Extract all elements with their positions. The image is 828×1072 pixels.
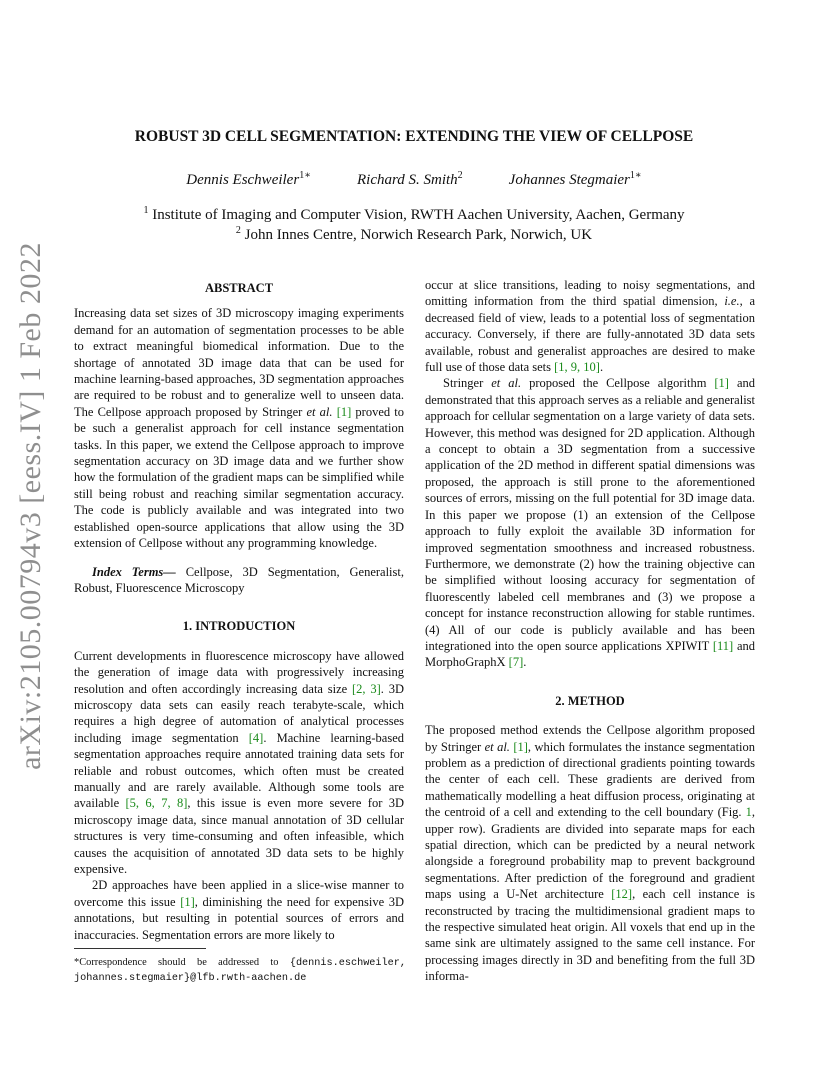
text-fragment: . <box>599 360 604 375</box>
author: Johannes Stegmaier$^{1∗}$ <box>508 170 642 188</box>
affiliation: $^1$ Institute of Imaging and Computer Vision, RWTH Aachen University, Aachen, Germany <box>143 205 685 223</box>
abstract-paragraph: Increasing data set sizes of 3D microscopy imaging experiments demand for an automation of segmentation processes to be able to extract meaningful biomedical information. Due to the shortage of annotated 3D image data that can be used for machine learning-based approaches, 3D segmentation approaches are required to be robust and to generalize well to unseen data. The Cellpose approach proposed by Stringer et al. [1] proved to be such a generalist approach for cell instance segmentation tasks. In this paper, we extend the Cellpose approach to improve segmentation accuracy on 3D image data and we further show how the formulation of the gradient maps can be simplified while still being robust and reaching similar segmentation accuracy. The code is publicly available and was integrated into two established open-source applications that allow using the 3D extension of Cellpose without any programming knowledge. <box>74 306 405 551</box>
text-fragment: i.e. <box>724 294 740 309</box>
footnote-rule <box>74 948 206 949</box>
figure-link[interactable]: 1 <box>745 805 752 820</box>
index-terms: Index Terms— Cellpose, 3D Segmentation, Generalist, Robust, Fluorescence Microscopy <box>74 564 404 595</box>
intro-paragraph: Stringer et al. proposed the Cellpose algorithm [1] and demonstrated that this approach serves as a reliable and generalist approach for cellular segmentation on a large variety of data sets. However, this method was designed for 2D application. Although a concept to obtain a 3D segmentation from a successive application of the 2D method in different spatial dimensions was proposed, the approach is still prone to the aforementioned sources of errors, missing on the full potential for 3D image data. In this paper we propose (1) an extension of the Cellpose approach to fully exploit the available 3D information for improved segmentation smoothness and increased robustness. Furthermore, we demonstrate (2) how the training objective can be simplified without loosing accuracy for segmentation of fluorescently labeled cell membranes and (3) we propose a concept for instance reconstruction allowing for stable runtimes. (4) All of our code is publicly available and has been integrationed into the open source applications XPIWIT [11] and MorphoGraphX [7]. <box>425 376 756 670</box>
citation-link[interactable]: [1] <box>714 376 729 391</box>
author-list <box>0 170 828 189</box>
citation-link[interactable]: [4] <box>248 730 264 745</box>
citation-link[interactable]: [11] <box>712 638 734 653</box>
email-address: {dennis.eschweiler, johannes.stegmaier}@lfb.rwth-aachen.de <box>74 958 406 984</box>
affiliation: $^2$ John Innes Centre, Norwich Research Park, Norwich, UK <box>235 225 593 243</box>
arxiv-identifier: arXiv:2105.00794v3 [eess.IV] 1 Feb 2022 <box>14 242 48 770</box>
intro-paragraph: Current developments in fluorescence microscopy have allowed the generation of image data with progressively increasing resolution and often accordingly increasing data size [2, 3]. 3D microscopy data sets can easily reach terabyte-scale, which requires a high degree of automation of analytical processes including image segmentation [4]. Machine learning-based segmentation approaches require annotated training data sets for reliable and robust outcomes, which often must be created manually and are rarely available. Although some tools are available [5, 6, 7, 8], this issue is even more severe for 3D microscopy image data, since manual annotation of 3D cellular structures is very time-consuming and often infeasible, which causes the acquisition of annotated 3D data sets to be highly expensive. <box>74 648 405 876</box>
right-column <box>425 277 755 985</box>
citation-link[interactable]: [1] <box>336 404 352 419</box>
continuation-text <box>425 278 755 374</box>
method-heading: 2. METHOD <box>555 693 625 708</box>
text-fragment: occur at slice transitions, leading to noisy segmentations, and omitting information from the third spatial dimension, <box>425 278 755 309</box>
citation-link[interactable]: [12] <box>611 887 633 902</box>
abstract-heading: ABSTRACT <box>204 281 274 295</box>
paper-title: ROBUST 3D CELL SEGMENTATION: EXTENDING THE VIEW OF CELLPOSE <box>134 128 694 145</box>
method-paragraph: The proposed method extends the Cellpose algorithm proposed by Stringer et al. [1], which formulates the instance segmentation problem as a prediction of directional gradients pointing towards the center of each cell. These gradients are derived from mathematically modelling a heat diffusion process, originating at the centroid of a cell and extending to the cell boundary (Fig. 1, upper row). Gradients are divided into separate maps for each spatial direction, which can be predicted by a neural network alongside a foreground probability map to prevent background segmentations. After prediction of the foreground and gradient maps using a U-Net architecture [12], each cell instance is reconstructed by tracing the multidimensional gradient maps to the respective simulated heat origin. All voxels that end up in the same sink are ultimately assigned to the same cell instance. For processing images directly in 3D and benefiting from the full 3D informa- <box>425 723 756 984</box>
author: Richard S. Smith$^2$ <box>356 170 463 188</box>
arxiv-side-stamp <box>8 242 54 770</box>
citation-link[interactable]: [5, 6, 7, 8] <box>125 796 188 811</box>
citation-link[interactable]: [7] <box>508 655 524 670</box>
text-fragment: , a decreased field of view, leads to a potential loss of segmentation accuracy. Conversely, if there are fully-annotated 3D data sets available, robust and generalist approaches are desired to make full use of those data sets <box>425 294 755 375</box>
intro-paragraph: 2D approaches have been applied in a slice-wise manner to overcome this issue [1], diminishing the need for expensive 3D annotations, but resulting in potential sources of errors and inaccuracies. Segmentation errors are more likely to <box>74 878 405 942</box>
intro-heading: 1. INTRODUCTION <box>182 619 296 634</box>
citation-link[interactable]: [1, 9, 10] <box>554 360 600 375</box>
citation-link[interactable]: [1] <box>180 894 195 909</box>
author: Dennis Eschweiler$^{1∗}$ <box>186 170 311 188</box>
intro-paragraph-continued <box>425 277 755 375</box>
citation-link[interactable]: [1] <box>513 739 528 754</box>
footnote: *Correspondence should be addressed to {dennis.eschweiler, johannes.stegmaier}@lfb.rwth-aachen.de <box>74 957 406 984</box>
citation-link[interactable]: [2, 3] <box>352 681 381 696</box>
left-column <box>74 280 404 943</box>
